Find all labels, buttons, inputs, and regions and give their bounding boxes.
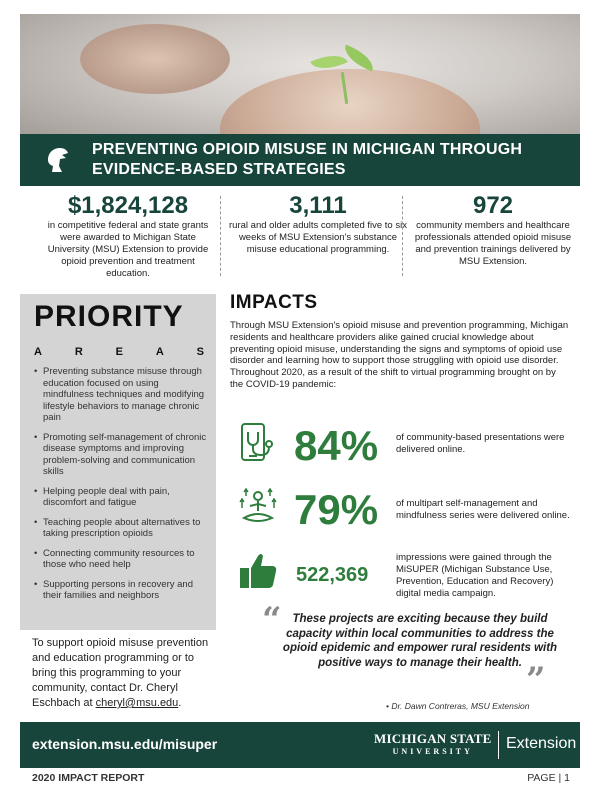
page-title bbox=[92, 140, 572, 180]
footer-url[interactable]: extension.msu.edu/misuper bbox=[32, 736, 218, 752]
contact-paragraph: To support opioid misuse prevention and education programming or to bring this programming to your community, contact Dr. Cheryl Eschbach at cheryl@msu.edu. bbox=[32, 637, 209, 709]
stat-text: in competitive federal and state grants were awarded to Michigan State University (MSU) Extension to provide opioid prevention and treatment education. bbox=[47, 220, 209, 279]
stat-value: 3,111 bbox=[289, 192, 347, 219]
footer-band bbox=[20, 722, 580, 768]
list-item: • Supporting persons in recovery and their families and neighbors bbox=[34, 578, 193, 601]
stat-value: 972 bbox=[472, 192, 514, 219]
title-line-1: PREVENTING OPIOID MISUSE IN MICHIGAN THROUGH bbox=[92, 141, 523, 158]
metric-presentations bbox=[236, 420, 586, 476]
impacts-title: IMPACTS bbox=[230, 292, 318, 313]
impacts-body: Through MSU Extension's opioid misuse and prevention programming, Michigan residents and healthcare providers alike gained crucial knowledge about preventing opioid misuse, understanding the signs and symptoms of opioid use disorder and learning how to support those struggling with opioid use disorder. Throughout 2020, as a result of the shift to virtual programming brought on by the COVID-19 pandemic: bbox=[230, 320, 569, 390]
quote-text: These projects are exciting because they build capacity within local communities to address the opioid epidemic and empower rural residents with positive ways to manage their health. bbox=[282, 613, 558, 669]
page-number: PAGE | 1 bbox=[527, 772, 570, 784]
stat-text: rural and older adults completed five to six weeks of MSU Extension's substance misuse educational programming. bbox=[229, 220, 407, 255]
divider bbox=[220, 196, 221, 276]
metric-value: 79% bbox=[294, 486, 379, 533]
quote-attribution: • Dr. Dawn Contreras, MSU Extension bbox=[386, 701, 530, 711]
phone-stethoscope-icon bbox=[236, 420, 280, 464]
msu-logo: MICHIGAN STATE UNIVERSITY bbox=[374, 731, 492, 756]
list-item: • Preventing substance misuse through education focused on using mindfulness techniques and modifying lifestyle behaviors to manage chronic pain bbox=[34, 366, 205, 423]
hero-image bbox=[20, 14, 580, 144]
metric-mindfulness bbox=[236, 484, 586, 540]
email-link[interactable]: cheryl@msu.edu bbox=[95, 697, 179, 709]
report-label: 2020 IMPACT REPORT bbox=[32, 772, 145, 784]
metric-value: 84% bbox=[294, 422, 379, 469]
stat-value: $1,824,128 bbox=[67, 192, 189, 219]
stat-grants bbox=[38, 192, 218, 280]
metric-value: 522,369 bbox=[296, 564, 369, 586]
extension-label: Extension bbox=[506, 735, 577, 752]
metric-text: impressions were gained through the MiSUPER (Michigan Substance Use, Prevention, Education and Recovery) digital media campaign. bbox=[396, 552, 554, 599]
title-band bbox=[20, 134, 580, 186]
open-quote-icon: “ bbox=[262, 600, 282, 640]
title-line-2: EVIDENCE-BASED STRATEGIES bbox=[92, 161, 346, 178]
metric-impressions bbox=[236, 548, 586, 604]
areas-subtitle: A R E A S bbox=[34, 346, 204, 358]
list-item: • Helping people deal with pain, discomfort and fatigue bbox=[34, 485, 170, 508]
spartan-helmet-icon bbox=[44, 146, 70, 174]
sprout-leaf bbox=[340, 45, 377, 72]
thumbs-up-icon bbox=[236, 548, 280, 592]
priority-areas-box bbox=[20, 294, 216, 630]
metric-text: of multipart self-management and mindfulness series were delivered online. bbox=[396, 498, 570, 521]
logo-separator bbox=[498, 731, 499, 759]
stats-row bbox=[38, 192, 572, 282]
stat-adults bbox=[228, 192, 408, 256]
priority-title: PRIORITY bbox=[34, 300, 184, 333]
close-quote-icon: ” bbox=[526, 660, 546, 700]
metric-text: of community-based presentations were delivered online. bbox=[396, 432, 565, 455]
list-item: • Promoting self-management of chronic disease symptoms and improving problem-solving and communication skills bbox=[34, 431, 207, 477]
list-item: • Connecting community resources to those who need help bbox=[34, 547, 195, 570]
divider bbox=[402, 196, 403, 276]
meditation-icon bbox=[236, 484, 280, 528]
list-item: • Teaching people about alternatives to taking prescription opioids bbox=[34, 516, 201, 539]
stat-trainings bbox=[408, 192, 578, 268]
stat-text: community members and healthcare professionals attended opioid misuse and prevention trainings delivered by MSU Extension. bbox=[414, 220, 572, 267]
hand-image bbox=[220, 69, 480, 144]
priority-list bbox=[34, 366, 210, 610]
